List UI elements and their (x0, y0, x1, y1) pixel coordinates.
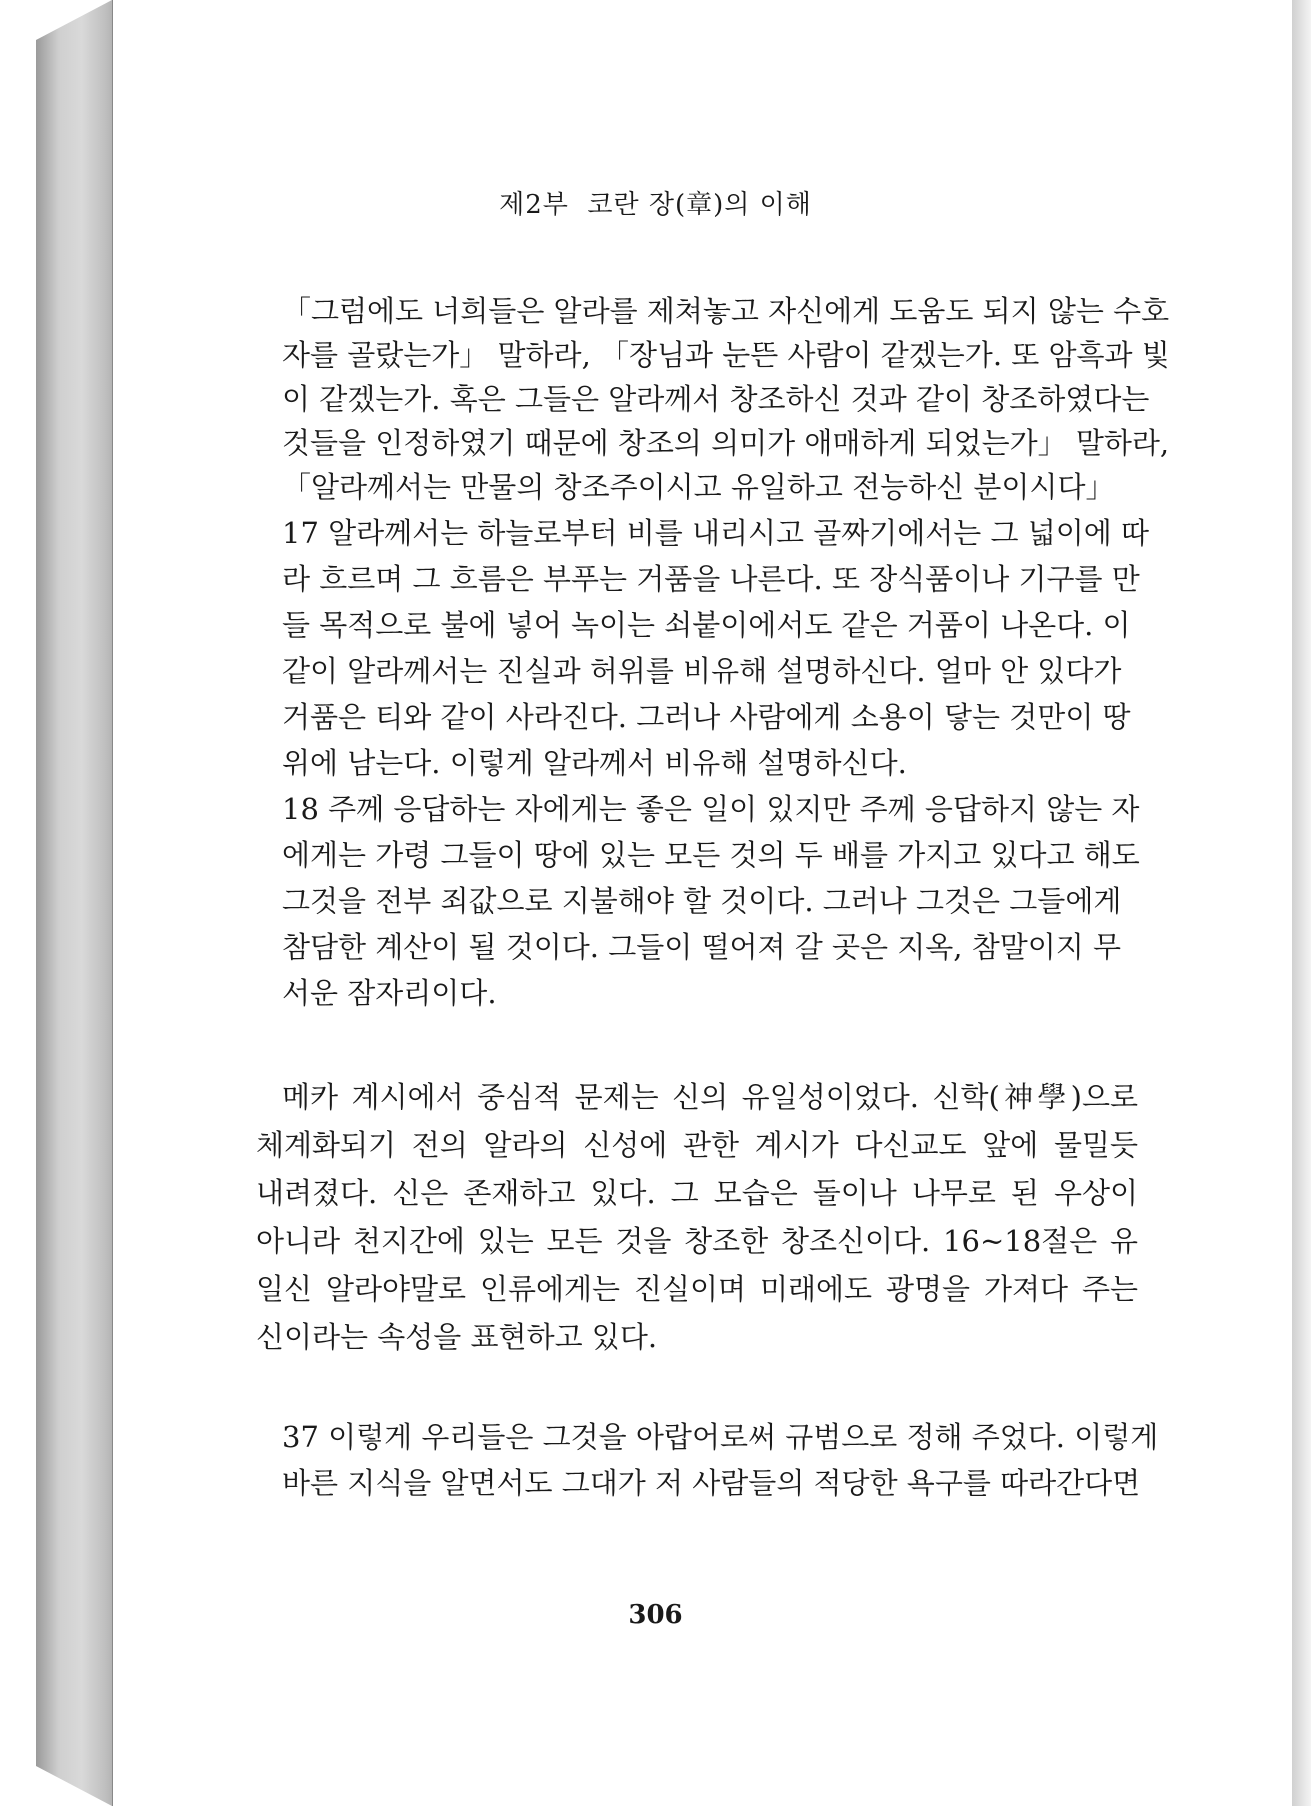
quote-line: 37 이렇게 우리들은 그것을 아랍어로써 규범으로 정해 주었다. 이렇게 (282, 1420, 1159, 1454)
quote-line: 위에 남는다. 이렇게 알라께서 비유해 설명하신다. (282, 746, 907, 780)
quote-line: 에게는 가령 그들이 땅에 있는 모든 것의 두 배를 가지고 있다고 해도 (282, 838, 1140, 872)
quote-line: 참담한 계산이 될 것이다. 그들이 떨어져 갈 곳은 지옥, 참말이지 무 (282, 930, 1121, 964)
quote-line: 바른 지식을 알면서도 그대가 저 사람들의 적당한 욕구를 따라간다면 (282, 1466, 1141, 1500)
page-edge (1292, 0, 1311, 1806)
quote-line: 이 같겠는가. 혹은 그들은 알라께서 창조하신 것과 같이 창조하였다는 (282, 382, 1150, 416)
commentary-line: 신이라는 속성을 표현하고 있다. (256, 1320, 658, 1354)
quote-line: 라 흐르며 그 흐름은 부푸는 거품을 나른다. 또 장식품이나 기구를 만 (282, 562, 1140, 596)
quote-line: 「그럼에도 너희들은 알라를 제쳐놓고 자신에게 도움도 되지 않는 수호 (282, 294, 1170, 328)
commentary-line: 내려졌다. 신은 존재하고 있다. 그 모습은 돌이나 나무로 된 우상이 (256, 1176, 1138, 1210)
quote-line: 것들을 인정하였기 때문에 창조의 의미가 애매하게 되었는가」 말하라, (282, 426, 1170, 460)
quote-line: 17 알라께서는 하늘로부터 비를 내리시고 골짜기에서는 그 넓이에 따 (282, 516, 1150, 550)
page-number: 306 (628, 1600, 683, 1630)
quote-line: 그것을 전부 죄값으로 지불해야 할 것이다. 그러나 그것은 그들에게 (282, 884, 1122, 918)
quote-line: 자를 골랐는가」 말하라, 「장님과 눈뜬 사람이 같겠는가. 또 암흑과 빛 (282, 338, 1170, 372)
commentary-line: 아니라 천지간에 있는 모든 것을 창조한 창조신이다. 16~18절은 유 (256, 1224, 1138, 1258)
commentary-line: 체계화되기 전의 알라의 신성에 관한 계시가 다신교도 앞에 물밀듯 (256, 1128, 1138, 1162)
commentary-line: 메카 계시에서 중심적 문제는 신의 유일성이었다. 신학(神學)으로 (282, 1080, 1138, 1114)
quote-line: 거품은 티와 같이 사라진다. 그러나 사람에게 소용이 닿는 것만이 땅 (282, 700, 1131, 734)
quote-line: 18 주께 응답하는 자에게는 좋은 일이 있지만 주께 응답하지 않는 자 (282, 792, 1140, 826)
book-spine (36, 0, 112, 1806)
commentary-line: 일신 알라야말로 인류에게는 진실이며 미래에도 광명을 가져다 주는 (256, 1272, 1138, 1306)
quote-line: 서운 잠자리이다. (282, 976, 497, 1010)
quote-line: 「알라께서는 만물의 창조주이시고 유일하고 전능하신 분이시다」 (282, 470, 1115, 504)
running-head: 제2부 코란 장(章)의 이해 (499, 190, 812, 220)
quote-line: 들 목적으로 불에 넣어 녹이는 쇠붙이에서도 같은 거품이 나온다. 이 (282, 608, 1131, 642)
quote-line: 같이 알라께서는 진실과 허위를 비유해 설명하신다. 얼마 안 있다가 (282, 654, 1122, 688)
